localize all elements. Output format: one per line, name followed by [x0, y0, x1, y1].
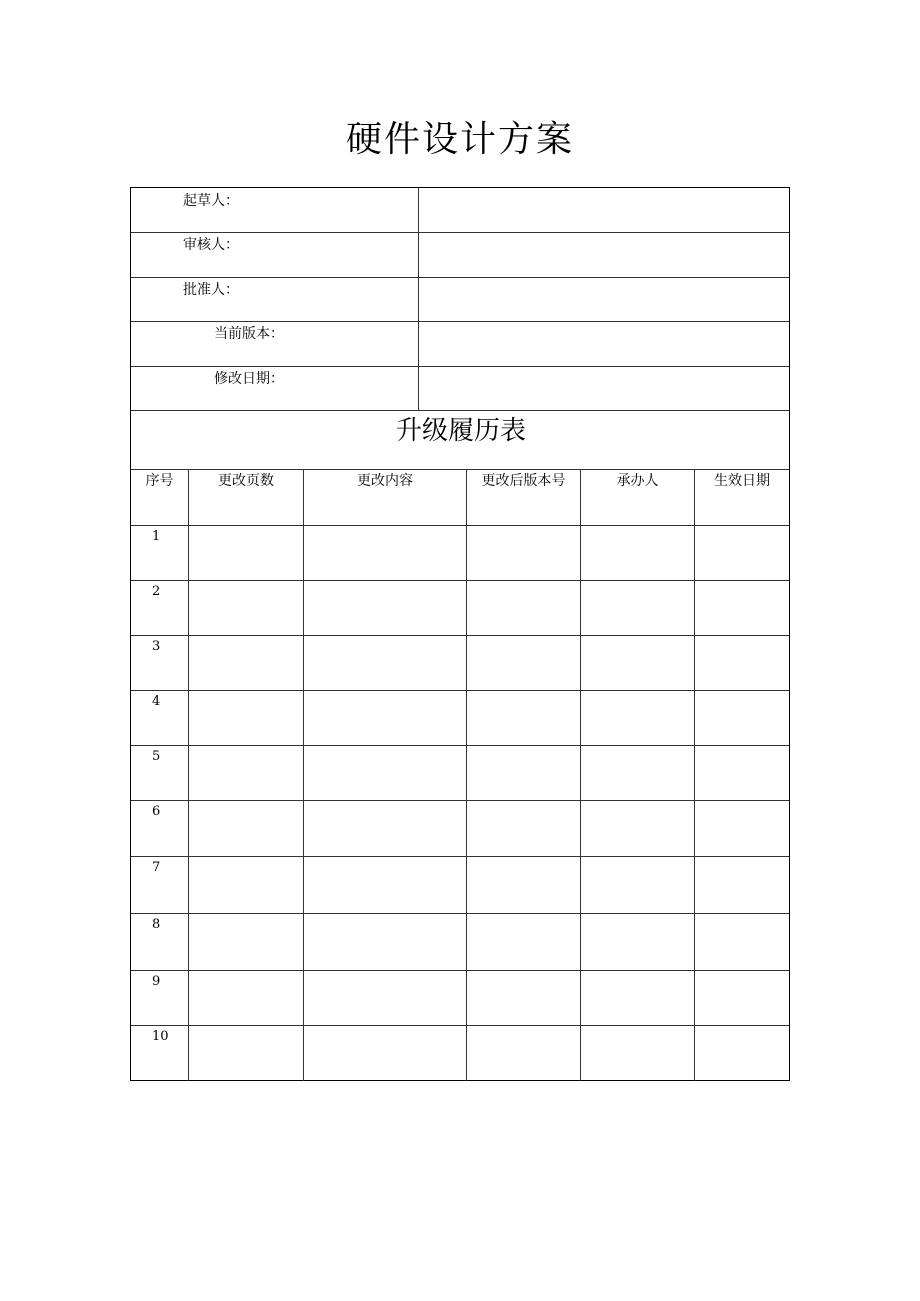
column-line — [188, 469, 189, 1081]
upgrade-history-title: 升级履历表 — [395, 416, 526, 446]
approver-label: 批准人： — [183, 282, 239, 298]
reviewer-value-cell[interactable] — [419, 233, 789, 277]
drafter-value-cell[interactable] — [419, 188, 789, 232]
approver-value-cell[interactable] — [419, 278, 789, 321]
row-line — [131, 745, 789, 746]
reviewer-label: 审核人： — [183, 237, 239, 253]
row-line — [131, 1025, 789, 1026]
column-line — [303, 469, 304, 1081]
row-line — [131, 525, 789, 526]
row-number: 7 — [152, 860, 161, 875]
row-line — [131, 856, 789, 857]
row-number: 5 — [152, 749, 161, 764]
column-line — [466, 469, 467, 1081]
row-number: 1 — [152, 529, 161, 544]
row-number: 3 — [152, 639, 161, 654]
row-line — [131, 410, 789, 411]
document-title: 硬件设计方案 — [345, 119, 574, 160]
row-line — [131, 690, 789, 691]
header-effective-date: 生效日期 — [714, 473, 770, 489]
drafter-label: 起草人： — [183, 193, 239, 209]
header-changed-pages: 更改页数 — [218, 473, 274, 489]
current-version-label: 当前版本： — [214, 326, 284, 342]
header-new-version: 更改后版本号 — [481, 473, 566, 489]
column-line — [694, 469, 695, 1081]
header-change-content: 更改内容 — [357, 473, 413, 489]
header-handler: 承办人 — [616, 473, 659, 489]
row-line — [131, 469, 789, 470]
row-number: 6 — [152, 804, 161, 819]
row-number: 8 — [152, 917, 161, 932]
row-line — [131, 580, 789, 581]
current-version-value-cell[interactable] — [419, 322, 789, 366]
modify-date-value-cell[interactable] — [419, 367, 789, 410]
row-line — [131, 635, 789, 636]
column-line — [580, 469, 581, 1081]
row-number: 4 — [152, 694, 161, 709]
row-number: 10 — [152, 1029, 169, 1044]
form-table — [130, 187, 790, 1081]
row-line — [131, 913, 789, 914]
header-serial: 序号 — [145, 473, 174, 489]
row-number: 9 — [152, 974, 161, 989]
row-line — [131, 970, 789, 971]
modify-date-label: 修改日期： — [214, 371, 284, 387]
row-line — [131, 800, 789, 801]
row-number: 2 — [152, 584, 161, 599]
